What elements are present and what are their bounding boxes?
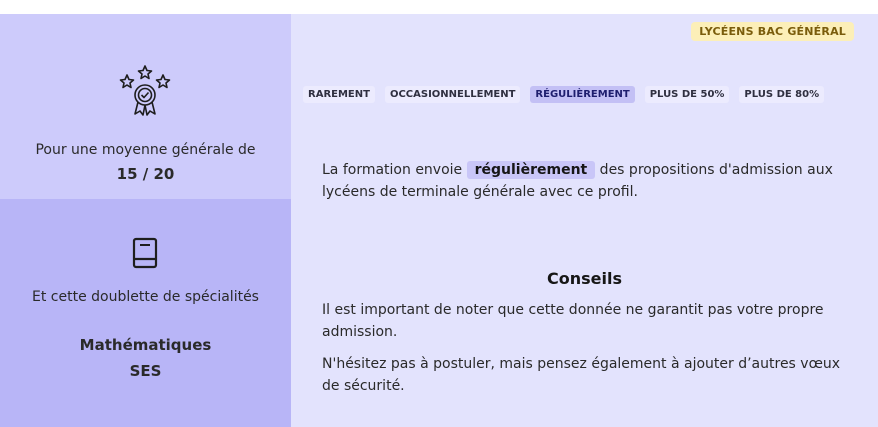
- conseil-paragraph-1: Il est important de noter que cette donnée ne garantit pas votre propre admission.: [322, 302, 824, 340]
- moyenne-label: Pour une moyenne générale de: [35, 142, 256, 158]
- result-panel: [291, 14, 878, 427]
- moyenne-value: 15 / 20: [116, 165, 175, 183]
- level-plus-de-50: PLUS DE 50%: [645, 86, 730, 103]
- frequency-scale: [303, 86, 824, 103]
- phrase-before: La formation envoie: [322, 162, 467, 178]
- specialite-1: Mathématiques: [79, 336, 212, 354]
- specialite-2: SES: [129, 362, 162, 380]
- level-regulierement: RÉGULIÈREMENT: [530, 86, 634, 103]
- doublette-label: Et cette doublette de spécialités: [32, 289, 259, 305]
- admission-phrase: [322, 159, 862, 203]
- conseils-title: Conseils: [547, 269, 622, 288]
- phrase-highlight: régulièrement: [467, 161, 596, 179]
- moyenne-panel: [0, 14, 291, 199]
- level-occasionnellement: OCCASIONNELLEMENT: [385, 86, 520, 103]
- bac-general-badge: LYCÉENS BAC GÉNÉRAL: [691, 22, 854, 41]
- level-plus-de-80: PLUS DE 80%: [739, 86, 824, 103]
- conseil-paragraph-2: N'hésitez pas à postuler, mais pensez également à ajouter d’autres vœux de sécurité.: [322, 356, 841, 394]
- phrase-after: des propositions d'admission aux lycéens de terminale générale avec ce profil.: [322, 162, 833, 200]
- award-icon: [117, 65, 173, 117]
- specialites-panel: [0, 199, 291, 427]
- level-rarement: RAREMENT: [303, 86, 375, 103]
- book-icon: [131, 237, 159, 269]
